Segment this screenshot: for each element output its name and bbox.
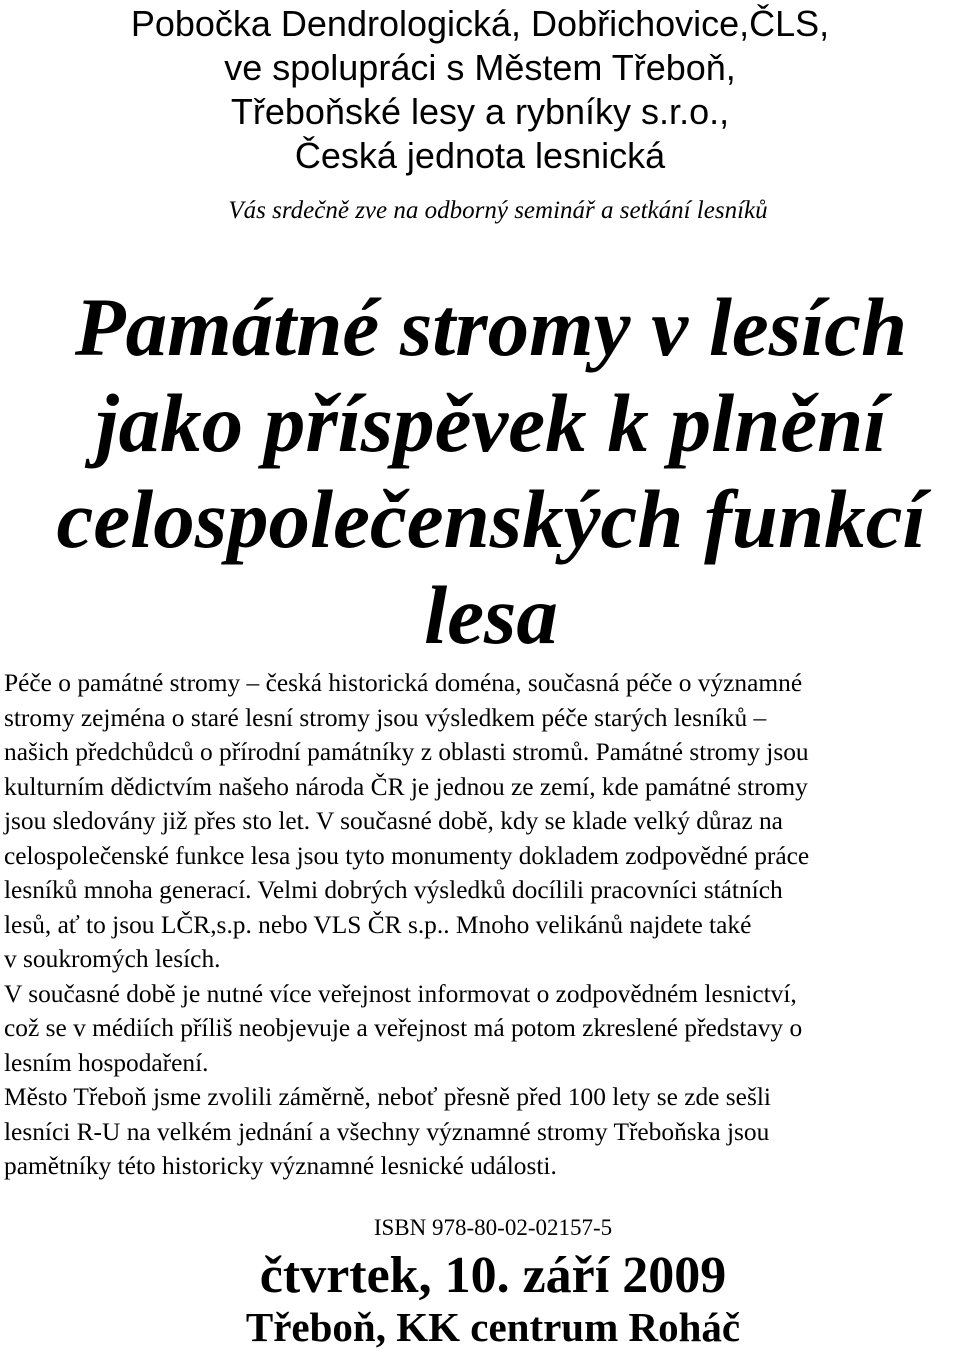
organizer-line: ve spolupráci s Městem Třeboň, (224, 47, 736, 88)
body-line: lesníků mnoha generací. Velmi dobrých výsledků docílili pracovníci státních (4, 876, 783, 904)
body-paragraphs (4, 666, 958, 1184)
organizers-block (0, 2, 960, 178)
body-line: Péče o památné stromy – česká historická doména, současná péče o významné (4, 669, 803, 697)
body-line: našich předchůdců o přírodní památníky z oblasti stromů. Památné stromy jsou (4, 738, 809, 766)
body-line: kulturním dědictvím našeho národa ČR je jednou ze zemí, kde památné stromy (4, 772, 808, 801)
body-line: což se v médiích příliš neobjevuje a veřejnost má potom zkreslené představy o (4, 1014, 803, 1042)
title-line: celospolečenských funkcí (56, 473, 926, 565)
organizer-line: Česká jednota lesnická (294, 135, 666, 176)
body-line: jsou sledovány již přes sto let. V současné době, kdy se klade velký důraz na (4, 807, 783, 835)
body-line: v soukromých lesích. (4, 945, 221, 973)
event-date: čtvrtek, 10. září 2009 (259, 1247, 727, 1304)
seminar-title (0, 279, 960, 663)
body-line: pamětníky této historicky významné lesnické události. (4, 1152, 557, 1180)
invitation-line: Vás srdečně zve na odborný seminář a setkání lesníků (228, 197, 768, 224)
body-line: lesníci R-U na velkém jednání a všechny významné stromy Třeboňska jsou (4, 1117, 770, 1146)
body-line: stromy zejména o staré lesní stromy jsou výsledkem péče starých lesníků – (4, 703, 767, 732)
organizer-line: Třeboňské lesy a rybníky s.r.o., (230, 91, 730, 132)
body-line: Město Třeboň jsme zvolili záměrně, neboť přesně před 100 lety se zde sešli (4, 1083, 771, 1111)
body-line: lesů, ať to jsou LČR,s.p. nebo VLS ČR s.p.. Mnoho velikánů najdete také (4, 910, 752, 939)
event-place: Třeboň, KK centrum Roháč (245, 1304, 741, 1350)
isbn-line: ISBN 978-80-02-02157-5 (373, 1215, 613, 1240)
body-line: V současné době je nutné více veřejnost informovat o zodpovědném lesnictví, (4, 979, 797, 1008)
title-line: Památné stromy v lesích (74, 281, 908, 373)
body-line: celospolečenské funkce lesa jsou tyto monumenty dokladem zodpovědné práce (4, 841, 810, 870)
title-line: lesa (424, 569, 558, 661)
organizer-line: Pobočka Dendrologická, Dobřichovice,ČLS, (130, 3, 830, 44)
body-line: lesním hospodaření. (4, 1048, 209, 1077)
title-line: jako příspěvek k plnění (95, 377, 887, 469)
